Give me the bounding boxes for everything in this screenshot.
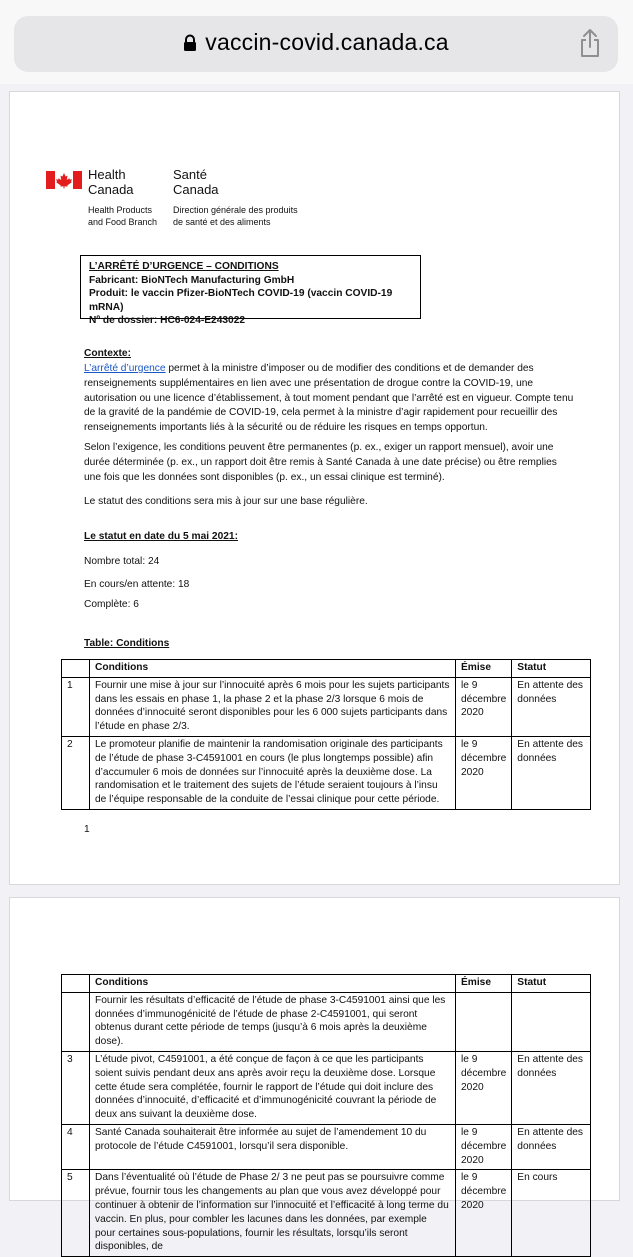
manufacturer: Fabricant: BioNTech Manufacturing GmbH [89, 274, 295, 286]
row-condition: Fournir les résultats d’efficacité de l’étude de phase 3-C4591001 ainsi que les données d’immunogénicité de l’étude de phase 2-C4591001, qui seront obtenus durant cette période de temps (jusqu’à 6 mois après la deuxième dose). [90, 992, 456, 1051]
table-header-row [62, 660, 591, 678]
row-issued-date: le 9 décembre 2020 [456, 1124, 512, 1169]
table-row [62, 1170, 591, 1257]
row-issued-date: le 9 décembre 2020 [456, 1170, 512, 1257]
address-bar[interactable] [14, 16, 618, 72]
row-issued-date [456, 992, 512, 1051]
branch-name-fr: Direction générale des produits de santé et des aliments [173, 205, 298, 227]
row-issued-date: le 9 décembre 2020 [456, 1051, 512, 1124]
department-name-fr: Santé Canada [173, 167, 219, 197]
conditions-table-page-1 [61, 659, 591, 810]
row-status: En attente des données [512, 677, 591, 736]
share-icon[interactable] [578, 28, 602, 63]
table-row [62, 736, 591, 809]
document-page-2 [10, 898, 619, 1253]
table-row [62, 992, 591, 1051]
order-title: L’ARRÊTÉ D’URGENCE – CONDITIONS [89, 261, 279, 272]
row-status: En cours [512, 1170, 591, 1257]
table-row [62, 1051, 591, 1124]
lock-icon [183, 31, 197, 58]
column-header-issued: Émise [456, 660, 512, 678]
column-header-number [62, 660, 90, 678]
url-display[interactable] [14, 29, 618, 58]
row-number [62, 992, 90, 1051]
row-issued-date: le 9 décembre 2020 [456, 736, 512, 809]
row-status: En attente des données [512, 736, 591, 809]
conditions-table-page-2 [61, 974, 591, 1257]
column-header-status: Statut [512, 660, 591, 678]
column-header-number [62, 975, 90, 993]
row-condition: Fournir une mise à jour sur l’innocuité après 6 mois pour les sujets participants dans les essais en phase 1, la phase 2 et la phase 2/3 lorsque 6 mois de données d’innocuité seront disponibles pour les 6 000 sujets participants dans l’étude en phase 2/3. [90, 677, 456, 736]
context-heading: Contexte: [84, 348, 131, 359]
order-summary-box [80, 255, 421, 326]
status-complete: Complète: 6 [84, 599, 139, 610]
row-condition: Le promoteur planifie de maintenir la randomisation originale des participants de l’étude de phase 3-C4591001 en cours (le plus longtemps possible) afin d’accumuler 6 mois de données sur l’innocuité après la deuxième dose. La randomisation et le traitement des sujets de l’étude seraient toujours à l’insu de l’équipe responsable de la conduite de l’essai clinique pour cette période. [90, 736, 456, 809]
table-row [62, 1124, 591, 1169]
row-status: En attente des données [512, 1124, 591, 1169]
product: Produit: le vaccin Pfizer-BioNTech COVID-19 (vaccin COVID-19 mRNA) [89, 288, 393, 313]
row-number: 1 [62, 677, 90, 736]
url-text: vaccin-covid.canada.ca [205, 29, 449, 55]
row-status [512, 992, 591, 1051]
row-issued-date: le 9 décembre 2020 [456, 677, 512, 736]
row-status: En attente des données [512, 1051, 591, 1124]
column-header-status: Statut [512, 975, 591, 993]
status-pending: En cours/en attente: 18 [84, 579, 190, 590]
status-total: Nombre total: 24 [84, 556, 160, 567]
branch-name-en: Health Products and Food Branch [88, 205, 158, 227]
browser-toolbar [0, 0, 633, 84]
column-header-conditions: Conditions [90, 660, 456, 678]
table-heading: Table: Conditions [84, 638, 170, 649]
dossier-number: Nº de dossier: HC6-024-E243022 [89, 315, 246, 326]
document-page-1 [10, 92, 619, 884]
row-number: 3 [62, 1051, 90, 1124]
context-paragraph-1: L’arrêté d’urgence permet à la ministre d’imposer ou de modifier des conditions et de demander des renseignements supplémentaires en lien avec une présentation de drogue contre la COVID-19, une autorisation ou une licence d’établissement, à tout moment pendant que l’arrêté est en vigueur. Compte tenu de la gravité de la pandémie de COVID-19, cela permet à la ministre d’agir rapidement pour recueillir des renseignements importants liés à la sécurité ou de réduire les risques en temps opportun. [84, 363, 574, 434]
column-header-issued: Émise [456, 975, 512, 993]
table-header-row [62, 975, 591, 993]
table-row [62, 677, 591, 736]
context-paragraph-2: Selon l’exigence, les conditions peuvent être permanentes (p. ex., exiger un rapport mensuel), avoir une durée déterminée (p. ex., un rapport doit être remis à Santé Canada à une date précise) ou être remplies une fois que les données sont disponibles (p. ex., un essai clinique est terminé). [84, 442, 557, 483]
row-condition: Dans l’éventualité où l’étude de Phase 2/ 3 ne peut pas se poursuivre comme prévue, fournir tous les changements au plan que vous avez développé pour continuer à obtenir de l’information sur l’innocuité et l’efficacité à long terme du vaccin. En plus, pour combler les lacunes dans les données, par exemple pour certaines sous-populations, fournir les résultats, lorsqu’ils seront disponibles, de [90, 1170, 456, 1257]
row-condition: Santé Canada souhaiterait être informée au sujet de l’amendement 10 du protocole de l’étude C4591001, lorsqu’il sera disponible. [90, 1124, 456, 1169]
page-number: 1 [84, 824, 90, 835]
department-name-en: Health Canada [88, 167, 134, 197]
context-paragraph-3: Le statut des conditions sera mis à jour sur une base régulière. [84, 496, 368, 507]
row-number: 4 [62, 1124, 90, 1169]
column-header-conditions: Conditions [90, 975, 456, 993]
status-heading: Le statut en date du 5 mai 2021: [84, 531, 238, 542]
row-number: 5 [62, 1170, 90, 1257]
canada-flag-icon [46, 171, 82, 194]
row-condition: L’étude pivot, C4591001, a été conçue de façon à ce que les participants soient suivis pendant deux ans après avoir reçu la deuxième dose. Lorsque cette étude sera complétée, fournir le rapport de l’étude qui doit inclure des données d’innocuité, d’efficacité et d’immunogénicité couvrant la période de deux ans suivant la deuxième dose. [90, 1051, 456, 1124]
row-number: 2 [62, 736, 90, 809]
emergency-order-link[interactable]: L’arrêté d’urgence [84, 363, 166, 374]
